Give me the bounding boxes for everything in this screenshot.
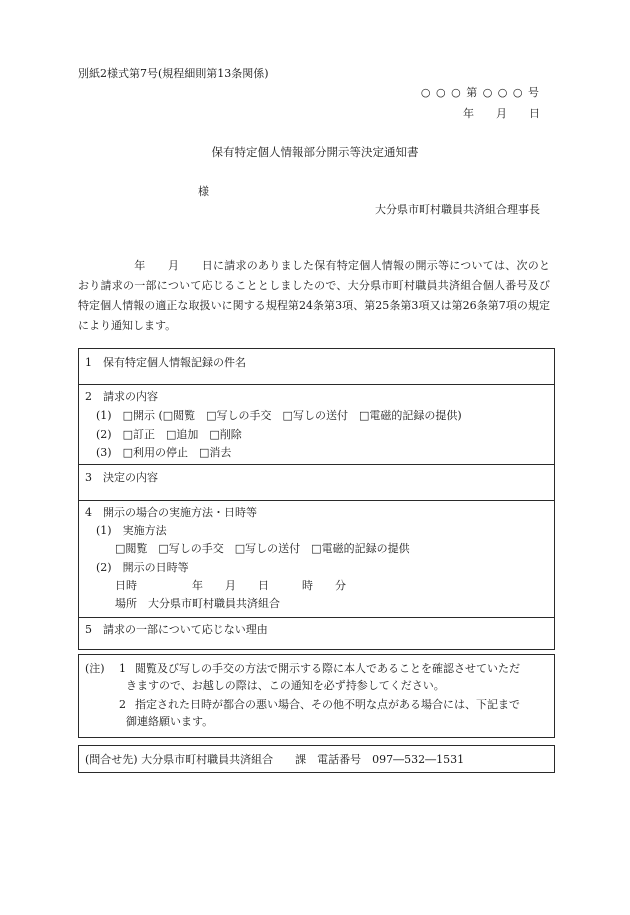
note-2-number: 2 bbox=[119, 698, 126, 711]
note-1-number: 1 bbox=[119, 662, 126, 675]
note-2-line-2: 御連絡願います。 bbox=[126, 715, 214, 728]
note-1-line-2: きますので、お越しの際は、この通知を必ず持参してください。 bbox=[126, 679, 445, 692]
addressee: 様 bbox=[198, 185, 209, 198]
section-3-label: 3 決定の内容 bbox=[85, 471, 158, 484]
note-1-line-1: 閲覧及び写しの手交の方法で開示する際に本人であることを確認させていただ bbox=[135, 662, 520, 675]
section-1-label: 1 保有特定個人情報記録の件名 bbox=[85, 356, 246, 369]
document-title: 保有特定個人情報部分開示等決定通知書 bbox=[211, 145, 419, 159]
section-request bbox=[79, 385, 554, 465]
notes-lead: (注) bbox=[85, 662, 105, 675]
request-line-1: (1) □開示 (□閲覧 □写しの手交 □写しの送付 □電磁的記録の提供) bbox=[96, 409, 462, 422]
method-sub-2: (2) 開示の日時等 bbox=[96, 561, 189, 574]
form-identifier: 別紙2様式第7号(規程細則第13条関係) bbox=[78, 67, 269, 80]
method-sub-1: (1) 実施方法 bbox=[96, 524, 167, 537]
request-line-2: (2) □訂正 □追加 □削除 bbox=[96, 428, 242, 441]
note-2-line-1: 指定された日時が都合の悪い場合、その他不明な点がある場合には、下記まで bbox=[135, 698, 520, 711]
notes-box bbox=[78, 654, 555, 738]
section-2-label: 2 請求の内容 bbox=[85, 390, 158, 403]
method-options: □閲覧 □写しの手交 □写しの送付 □電磁的記録の提供 bbox=[115, 542, 410, 555]
section-5-label: 5 請求の一部について応じない理由 bbox=[85, 623, 268, 636]
section-decision bbox=[79, 465, 554, 501]
decision-table bbox=[78, 348, 555, 650]
sender: 大分県市町村職員共済組合理事長 bbox=[375, 203, 540, 216]
contact-box bbox=[78, 745, 555, 773]
document-number: ○ ○ ○ 第 ○ ○ ○ 号 bbox=[420, 86, 540, 99]
section-4-label: 4 開示の場合の実施方法・日時等 bbox=[85, 506, 257, 519]
section-method bbox=[79, 501, 554, 618]
section-reason bbox=[79, 618, 554, 651]
contact-info: (問合せ先) 大分県市町村職員共済組合 課 電話番号 097―532―1531 bbox=[85, 753, 465, 766]
document-date: 年 月 日 bbox=[463, 107, 540, 120]
disclosure-datetime: 日時 年 月 日 時 分 bbox=[115, 579, 346, 592]
section-subject bbox=[79, 349, 554, 385]
body-paragraph: 年 月 日に請求のありました保有特定個人情報の開示等については、次のとおり請求の一部について応じることとしましたので、大分県市町村職員共済組合個人番号及び特定個人情報の適正な取扱いに関する規程第24条第3項、第25条第3項又は第26条第7項の規定により通知します。 bbox=[78, 259, 550, 332]
request-line-3: (3) □利用の停止 □消去 bbox=[96, 446, 232, 459]
disclosure-place: 場所 大分県市町村職員共済組合 bbox=[115, 597, 280, 610]
